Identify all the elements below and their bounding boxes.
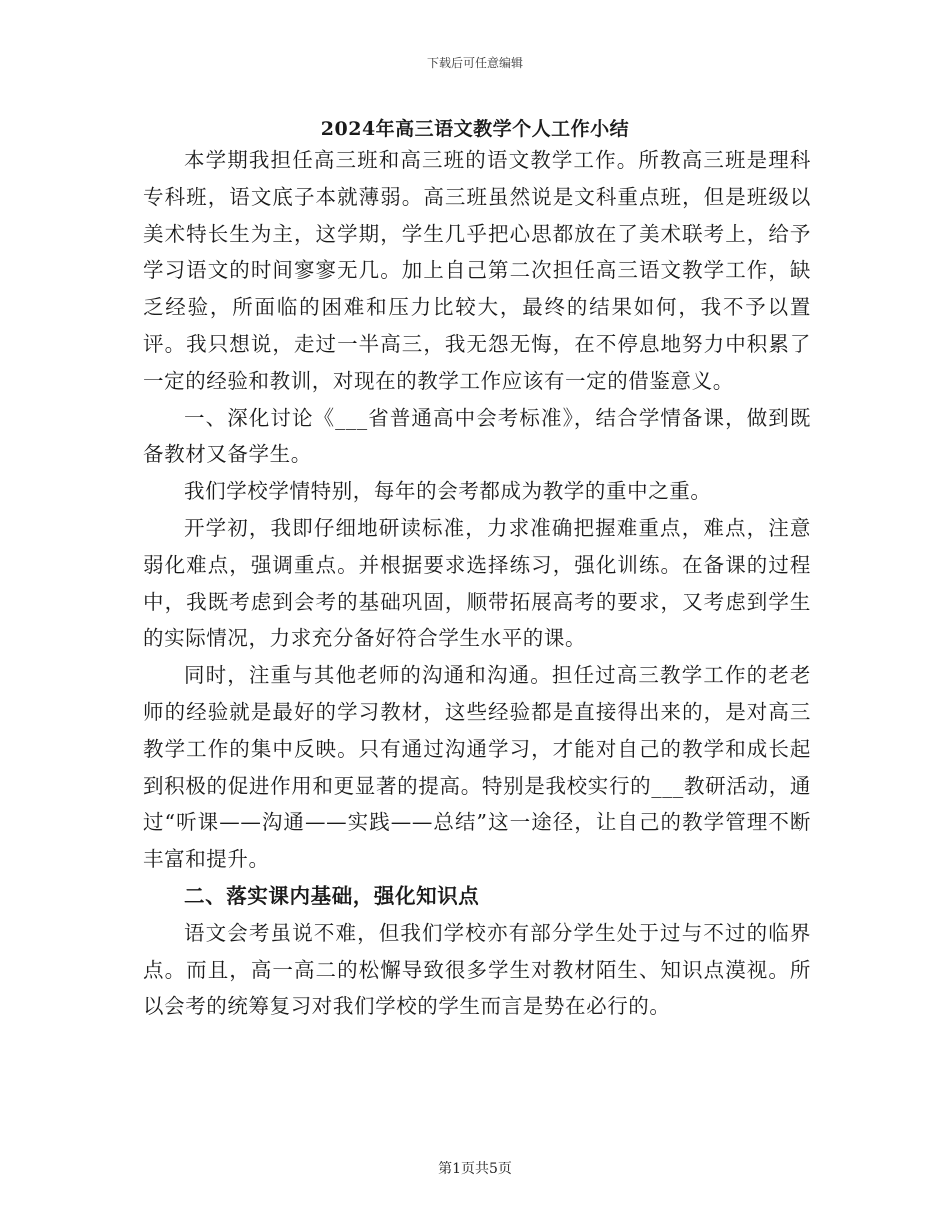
paragraph-intro: 本学期我担任高三班和高三班的语文教学工作。所教高三班是理科专科班，语文底子本就薄弱。高三班虽然说是文科重点班，但是班级以美术特长生为主，这学期，学生几乎把心思都放在了美术联考上，给予学习语文的时间寥寥无几。加上自己第二次担任高三语文教学工作，缺乏经验，所面临的困难和压力比较大，最终的结果如何，我不予以置评。我只想说，走过一半高三，我无怨无悔，在不停息地努力中积累了一定的经验和教训，对现在的教学工作应该有一定的借鉴意义。 (143, 148, 811, 393)
paragraph: 开学初，我即仔细地研读标准，力求准确把握难重点，难点，注意弱化难点，强调重点。并根据要求选择练习，强化训练。在备课的过程中，我既考虑到会考的基础巩固，顺带拓展高考的要求，又考虑到学生的实际情况，力求充分备好符合学生水平的课。 (143, 515, 811, 651)
page-number: 第1页共5页 (438, 1161, 512, 1177)
header-note: 下载后可任意编辑 (426, 56, 523, 70)
paragraph: 同时，注重与其他老师的沟通和沟通。担任过高三教学工作的老老师的经验就是最好的学习教材，这些经验都是直接得出来的，是对高三教学工作的集中反映。只有通过沟通学习，才能对自己的教学和成长起到积极的促进作用和更显著的提高。特别是我校实行的___教研活动，通过“听课——沟通——实践——总结”这一途径，让自己的教学管理不断丰富和提升。 (143, 663, 811, 872)
paragraph: 我们学校学情特别，每年的会考都成为教学的重中之重。 (184, 479, 712, 504)
document-title: 2024年高三语文教学个人工作小结 (320, 118, 630, 140)
document-body (143, 142, 811, 1025)
section-2-heading: 二、落实课内基础，强化知识点 (184, 883, 480, 908)
paragraph: 语文会考虽说不难，但我们学校亦有部分学生处于过与不过的临界点。而且，高一高二的松懈导致很多学生对教材陌生、知识点漠视。所以会考的统筹复习对我们学校的学生而言是势在必行的。 (143, 920, 811, 1019)
paragraph-section-1-heading: 一、深化讨论《___省普通高中会考标准》，结合学情备课，做到既备教材又备学生。 (143, 405, 811, 467)
